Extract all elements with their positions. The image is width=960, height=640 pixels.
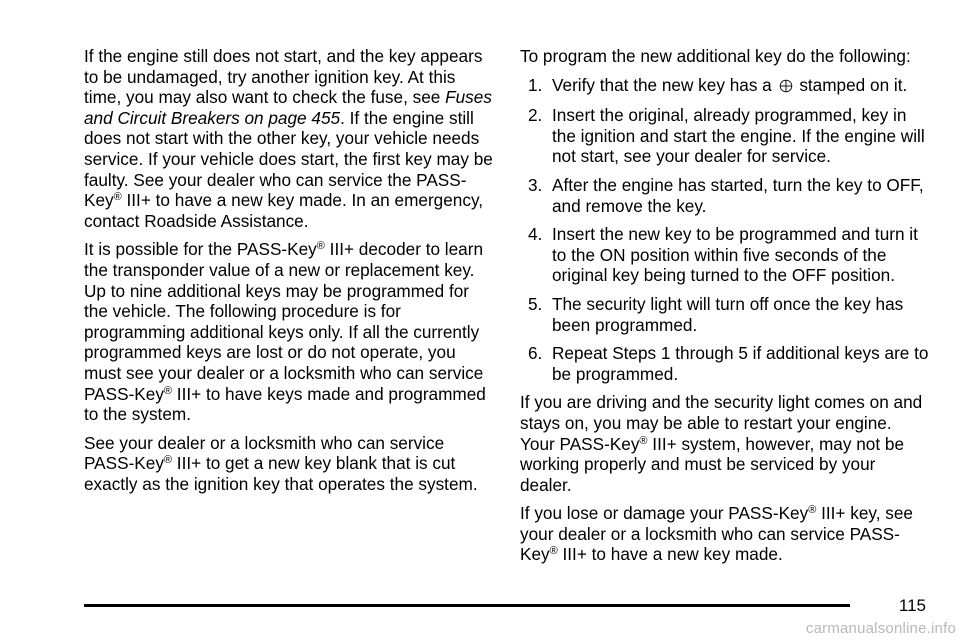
step-number: 3.	[528, 174, 543, 195]
text: It is possible for the PASS-Key	[84, 239, 317, 260]
registered-mark: ®	[113, 191, 122, 204]
text: If you lose or damage your PASS-Key	[520, 503, 809, 524]
registered-mark: ®	[808, 504, 817, 517]
text: III+ key, see your dealer or a locksmith who can service PASS-Key	[520, 503, 913, 565]
text: III+ to have a new key made. In an emergency, contact Roadside Assistance.	[84, 190, 484, 231]
text: III+ system, however, may not be working properly and must be serviced by your dealer.	[520, 433, 905, 495]
step-item	[520, 294, 930, 335]
text: III+ to have a new key made.	[557, 544, 783, 565]
step-text: After the engine has started, turn the key to OFF, and remove the key.	[552, 174, 924, 216]
left-column	[84, 46, 494, 502]
step-text: Verify that the new key has a	[552, 74, 772, 95]
step-item	[520, 224, 930, 286]
step-number: 5.	[528, 293, 543, 314]
step-number: 2.	[528, 105, 543, 126]
registered-mark: ®	[163, 384, 173, 397]
step-number: 6.	[528, 343, 543, 364]
text: III+ to get a new key blank that is cut exactly as the ignition key that operates the system.	[84, 453, 478, 494]
circled-plus-key-stamp-icon	[779, 77, 793, 98]
key-stamp-svg	[779, 79, 793, 93]
paragraph-key-blank	[84, 433, 494, 495]
text: III+ to have keys made and programmed to the system.	[84, 383, 486, 425]
step-text: Insert the original, already programmed, key in the ignition and start the engine. If the engine will not start, see your dealer for service.	[552, 105, 925, 167]
step-text: The security light will turn off once the key has been programmed.	[552, 293, 904, 335]
text: If the engine still does not start, and the key appears to be undamaged, try another ignition key. At this time, you may also want to check the fuse, see	[84, 46, 483, 108]
step-number: 1.	[528, 74, 543, 95]
paragraph-lost-key	[520, 503, 930, 565]
step-item	[520, 175, 930, 216]
footer-rule	[84, 604, 850, 607]
text: III+ decoder to learn the transponder value of a new or replacement key. Up to nine additional keys may be programmed for the vehicle. The following procedure is for programming additional keys only. If all the currently programmed keys are lost or do not operate, you must see your dealer or a locksmith who can service PASS-Key	[84, 239, 484, 404]
steps-intro: To program the new additional key do the following:	[520, 46, 911, 66]
registered-mark: ®	[163, 454, 173, 467]
registered-mark: ®	[549, 545, 558, 558]
text: . If the engine still does not start with the other key, your vehicle needs service. If your vehicle does start, the first key may be faulty. See your dealer who can service the PASS-Key	[84, 107, 493, 211]
paragraph-engine-no-start	[84, 46, 494, 231]
watermark: carmanualsonline.info	[805, 620, 956, 637]
paragraph-security-light	[520, 392, 930, 495]
step-item	[520, 343, 930, 384]
page-number: 115	[898, 596, 926, 615]
cross-reference-link[interactable]: Fuses and Circuit Breakers on page 455	[84, 87, 492, 128]
step-number: 4.	[528, 224, 543, 245]
registered-mark: ®	[639, 434, 648, 447]
text: See your dealer or a locksmith who can service PASS-Key	[84, 432, 445, 474]
registered-mark: ®	[316, 240, 325, 253]
step-item	[520, 105, 930, 167]
right-column	[520, 46, 930, 573]
paragraph-decoder	[84, 239, 494, 424]
step-text: Insert the new key to be programmed and turn it to the ON position within five seconds of the original key being turned to the OFF position.	[552, 224, 918, 286]
programming-steps	[520, 75, 930, 385]
step-text: Repeat Steps 1 through 5 if additional keys are to be programmed.	[552, 343, 929, 384]
step-item	[520, 75, 930, 98]
step-text: stamped on it.	[799, 74, 908, 95]
text: If you are driving and the security light comes on and stays on, you may be able to restart your engine. Your PASS-Key	[520, 392, 923, 454]
